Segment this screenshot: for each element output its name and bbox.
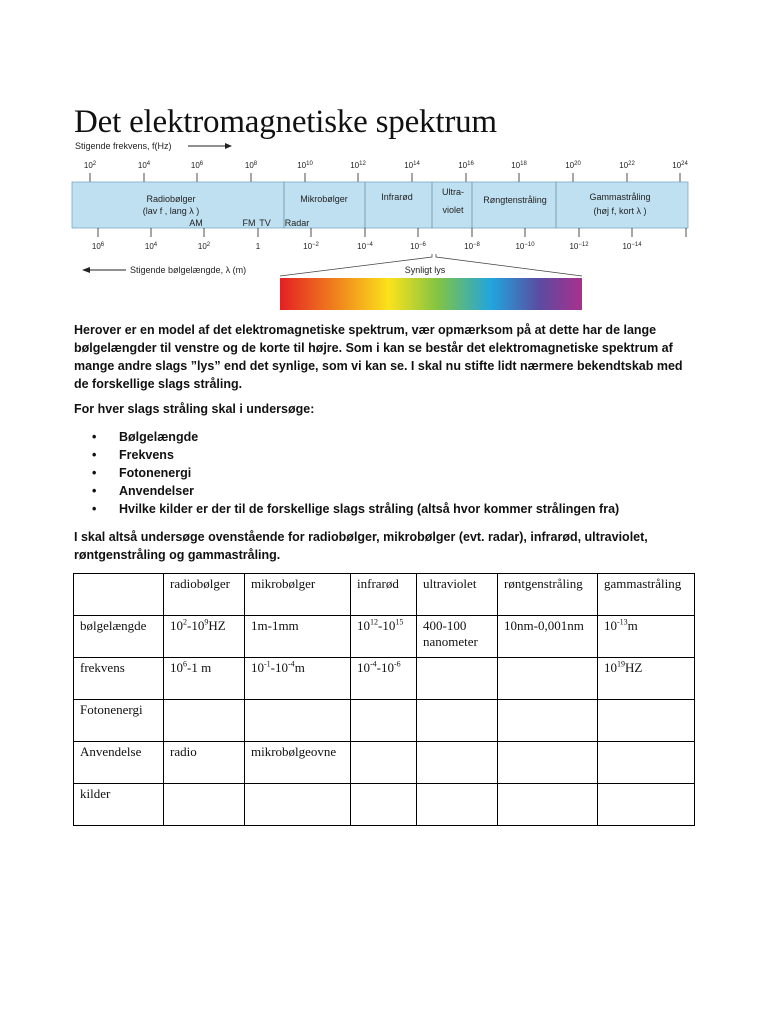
band-xray-label: Røngtenstråling (483, 195, 547, 205)
table-cell: 1m-1mm (245, 616, 351, 658)
freq-tick: $10^{10}$ (297, 161, 313, 170)
table-cell (417, 784, 498, 826)
wave-tick: $10^{-6}$ (410, 242, 426, 251)
table-cell (498, 784, 598, 826)
band-radio-sublabel: (lav f , lang λ ) (142, 206, 200, 216)
band-radio-label: Radiobølger (146, 194, 196, 204)
wavelength-arrow-head (82, 267, 90, 273)
band-infrared-label: Infrarød (381, 192, 413, 202)
list-item: • Anvendelser (74, 482, 619, 500)
wave-tick: $10^4$ (144, 242, 158, 251)
table-cell: $10^2-10^9HZ$ (164, 616, 245, 658)
table-header-row (74, 574, 695, 616)
task-prompt: For hver slags stråling skal i undersøge: (74, 402, 315, 416)
table-cell: $10^{12}-10^{15}$ (351, 616, 417, 658)
wave-tick: $10^{-2}$ (303, 242, 319, 251)
table-cell: $10^{19}HZ$ (598, 658, 695, 700)
table-cell (351, 700, 417, 742)
table-header-cell: radiobølger (164, 574, 245, 616)
frequency-arrow-head (225, 143, 232, 149)
freq-tick: $10^2$ (83, 161, 97, 170)
table-cell (164, 700, 245, 742)
freq-tick: $10^4$ (137, 161, 151, 170)
table-cell (498, 742, 598, 784)
table-cell (164, 784, 245, 826)
list-item: • Frekvens (74, 446, 619, 464)
visible-light-label: Synligt lys (404, 265, 446, 275)
frequency-ticks (84, 161, 689, 170)
row-label-wavelength: bølgelængde (74, 616, 164, 658)
intro-paragraph: Herover er en model af det elektromagnetiske spektrum, vær opmærksom på at dette har de lange bølgelængder til venstre og de korte til højre. Som i kan se består det elektromagnetiske spektrum af mange andre slags ”lys” end det synlige, som vi kan se. I skal nu stifte lidt nærmere bekendtskab med de forskellige slags stråling. (74, 323, 683, 391)
page-title: Det elektromagnetiske spektrum (74, 104, 497, 140)
wave-tick: $10^{-14}$ (622, 242, 642, 251)
table-cell (245, 700, 351, 742)
wave-tick: $10^{-10}$ (515, 242, 535, 251)
table-header-cell: ultraviolet (417, 574, 498, 616)
band-gamma-label: Gammastråling (589, 192, 651, 202)
radiation-table (73, 573, 695, 826)
band-uv-sublabel: violet (442, 205, 464, 215)
freq-tick: $10^{12}$ (350, 161, 366, 170)
wave-tick: $10^{-12}$ (569, 242, 589, 251)
spectrum-band-bar (72, 182, 688, 228)
wave-tick: $10^{-4}$ (357, 242, 373, 251)
freq-tick: $10^{24}$ (672, 161, 688, 170)
table-cell: radio (164, 742, 245, 784)
table-cell: $10^{-4}-10^{-6}$ (351, 658, 417, 700)
table-cell (351, 784, 417, 826)
bottom-tick-marks (98, 228, 686, 237)
freq-tick: $10^{22}$ (619, 161, 635, 170)
em-spectrum-diagram (60, 136, 700, 316)
row-label-sources: kilder (74, 784, 164, 826)
fm-label: FM (242, 218, 256, 228)
table-header-cell: røntgenstråling (498, 574, 598, 616)
table-cell (498, 700, 598, 742)
table-row (74, 700, 695, 742)
table-cell: $10^6-1$ m (164, 658, 245, 700)
table-row (74, 742, 695, 784)
table-header-cell: infrarød (351, 574, 417, 616)
list-item: • Bølgelængde (74, 428, 619, 446)
freq-tick: $10^{18}$ (511, 161, 527, 170)
table-cell (598, 784, 695, 826)
table-header-cell: gammastråling (598, 574, 695, 616)
visible-light-bracket-right (436, 254, 582, 276)
task-list (74, 428, 619, 518)
table-header-cell (74, 574, 164, 616)
frequency-axis-label: Stigende frekvens, f(Hz) (75, 141, 172, 151)
summary-paragraph: I skal altså undersøge ovenstående for radiobølger, mikrobølger (evt. radar), infrarød, ultraviolet, røntgenstråling og gammastråling. (74, 530, 648, 562)
table-cell: $10^{-1}-10^{-4}m$ (245, 658, 351, 700)
freq-tick: $10^{20}$ (565, 161, 581, 170)
table-row (74, 658, 695, 700)
freq-tick: $10^6$ (190, 161, 204, 170)
freq-tick: $10^{16}$ (458, 161, 474, 170)
table-cell: $10^{-13}m$ (598, 616, 695, 658)
table-cell (351, 742, 417, 784)
list-item: • Hvilke kilder er der til de forskellige slags stråling (altså hvor kommer strålingen fra) (74, 500, 619, 518)
wave-tick: 1 (255, 242, 261, 251)
wave-tick: $10^6$ (91, 242, 105, 251)
table-cell: 400-100 nanometer (417, 616, 498, 658)
table-cell (245, 784, 351, 826)
band-uv-label: Ultra- (442, 187, 464, 197)
band-gamma-sublabel: (høj f, kort λ ) (593, 206, 647, 216)
table-cell (417, 700, 498, 742)
row-label-frequency: frekvens (74, 658, 164, 700)
table-row (74, 784, 695, 826)
freq-tick: $10^{14}$ (404, 161, 420, 170)
visible-light-rainbow (280, 278, 582, 310)
am-label: AM (189, 218, 203, 228)
list-item: • Fotonenergi (74, 464, 619, 482)
radar-label: Radar (284, 218, 310, 228)
table-cell (417, 658, 498, 700)
table-cell (498, 658, 598, 700)
wave-tick: $10^{-8}$ (464, 242, 480, 251)
table-cell: mikrobølgeovne (245, 742, 351, 784)
table-cell (598, 742, 695, 784)
freq-tick: $10^8$ (244, 161, 258, 170)
tv-label: TV (259, 218, 271, 228)
band-micro-label: Mikrobølger (300, 194, 348, 204)
table-row (74, 616, 695, 658)
table-cell (417, 742, 498, 784)
row-label-energy: Fotonenergi (74, 700, 164, 742)
wavelength-ticks (92, 242, 642, 251)
table-header-cell: mikrobølger (245, 574, 351, 616)
top-tick-marks (90, 173, 680, 182)
wave-tick: $10^2$ (197, 242, 211, 251)
table-cell: 10nm-0,001nm (498, 616, 598, 658)
row-label-uses: Anvendelse (74, 742, 164, 784)
wavelength-axis-label: Stigende bølgelængde, λ (m) (130, 265, 247, 275)
table-cell (598, 700, 695, 742)
